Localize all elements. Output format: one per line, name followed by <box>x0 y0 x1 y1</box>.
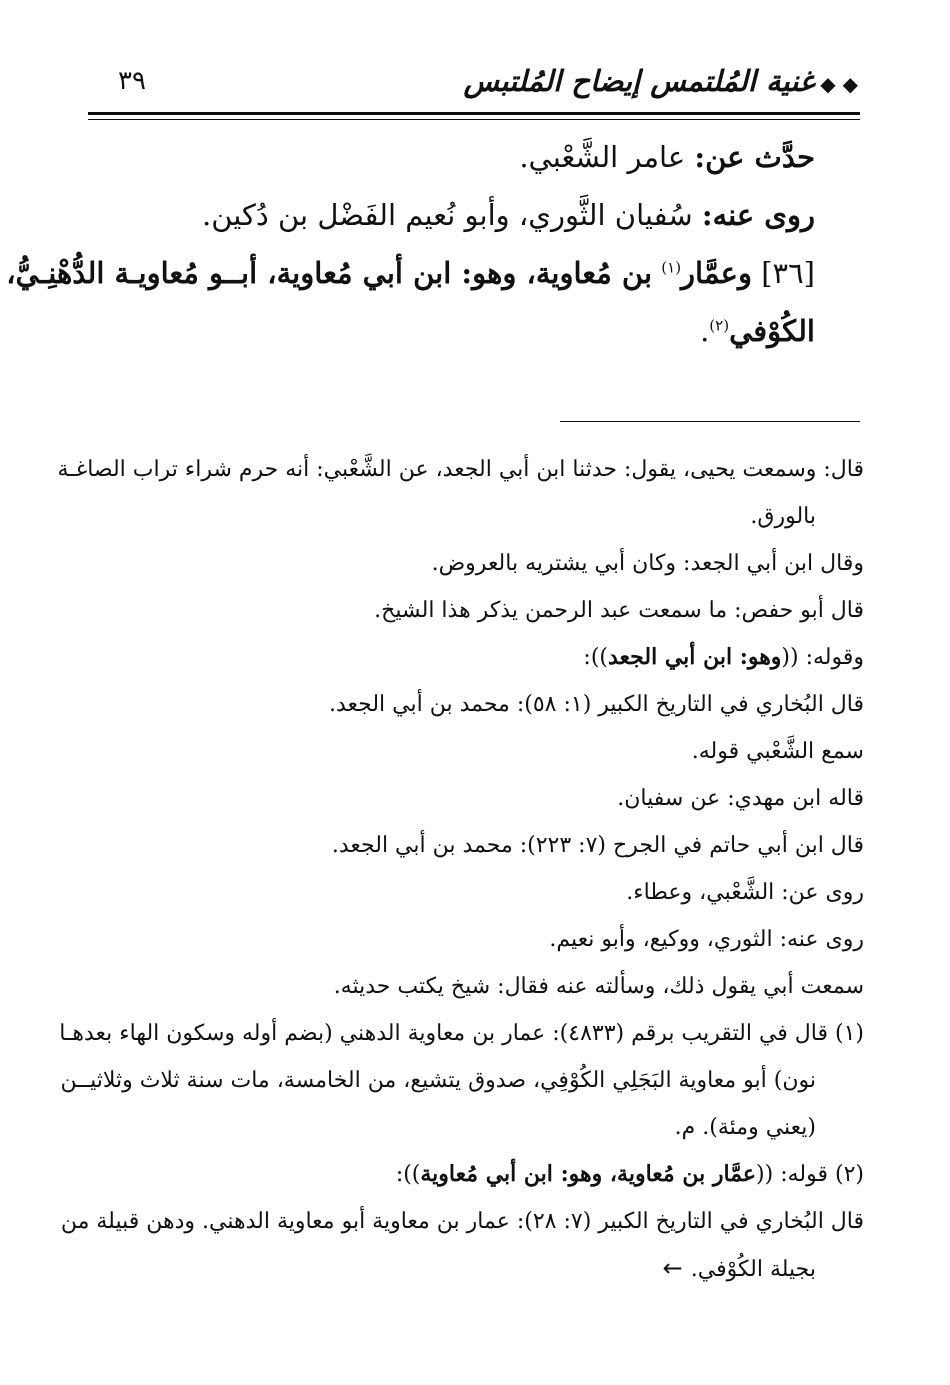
diamond-ornament-icon: ◆ ◆ <box>820 72 858 96</box>
entry-number: [٣٦] <box>761 256 815 290</box>
entry-text: بن مُعاوية، وهو: ابن أبي مُعاوية، أبــو مُعاويـة الدُّهْنِـيُّ، <box>6 256 653 290</box>
footnote-2-suffix: )): <box>395 1162 421 1187</box>
footnote-line: قال ابن أبي حاتم في الجرح (٧: ٢٢٣): محمد بن أبي الجعد. <box>331 833 864 858</box>
footnotes <box>57 446 864 1293</box>
heard-from-text: عامر الشَّعْبي. <box>519 140 686 174</box>
footnote-line: قال: وسمعت يحيى، يقول: حدثنا ابن أبي الجعد، عن الشَّعْبي: أنه حرم شراء تراب الصاغـة <box>57 457 864 482</box>
footnote-line: روى عن: الشَّعْبي، وعطاء. <box>626 880 864 905</box>
footnote-1-line-2: نون) أبو معاوية البَجَلِي الكُوْفِي، صدوق يتشيع، من الخامسة، مات سنة ثلاث وثلاثيــن <box>60 1068 816 1093</box>
entry-continuation <box>80 302 815 360</box>
entry-end: . <box>700 314 710 348</box>
footnote-1-line-3: (يعني ومئة). م. <box>674 1115 816 1140</box>
header-rule-thin <box>88 119 860 120</box>
footnote-separator <box>560 421 860 422</box>
entry-line <box>6 244 815 302</box>
page-number: ٣٩ <box>118 66 146 96</box>
quote-bold: وهو: ابن أبي الجعد <box>608 644 782 670</box>
footnote-line: قاله ابن مهدي: عن سفيان. <box>617 786 864 811</box>
footnote-line: بالورق. <box>750 504 816 529</box>
footnote-line: قال أبو حفص: ما سمعت عبد الرحمن يذكر هذا الشيخ. <box>374 598 864 623</box>
narrated-by-line <box>80 186 815 244</box>
entry-name: وعمَّار <box>681 256 752 290</box>
running-title <box>463 64 858 98</box>
book-title: غنية المُلتمس إيضاح المُلتبس <box>463 64 815 98</box>
footnote-line: وقال ابن أبي الجعد: وكان أبي يشتريه بالعروض. <box>431 551 864 576</box>
quote-line <box>92 634 864 681</box>
footnote-2-line-2: قال البُخاري في التاريخ الكبير (٧: ٢٨): عمار بن معاوية أبو معاوية الدهني. ودهن قبيلة من <box>60 1209 864 1234</box>
footnote-line: سمع الشَّعْبي قوله. <box>691 739 864 764</box>
heard-from-line <box>80 128 815 186</box>
quote-prefix: وقوله: (( <box>781 645 864 670</box>
heard-from-label: حدَّث عن: <box>694 140 815 174</box>
footnote-2-line-3 <box>92 1245 864 1293</box>
quote-suffix: )): <box>583 645 608 670</box>
footnote-line: سمعت أبي يقول ذلك، وسألته عنه فقال: شيخ يكتب حديثه. <box>333 974 864 999</box>
footnote-2-prefix: (٢) قوله: (( <box>756 1162 864 1187</box>
footnote-2-line-3-text: بجيلة الكُوْفي. <box>690 1257 816 1282</box>
footnote-ref-1[interactable]: (١) <box>661 258 682 277</box>
page-header <box>88 58 858 108</box>
main-text <box>6 128 815 360</box>
footnote-2-bold: عمَّار بن مُعاوية، وهو: ابن أبي مُعاوية <box>420 1161 757 1187</box>
footnote-line: قال البُخاري في التاريخ الكبير (١: ٥٨): محمد بن أبي الجعد. <box>328 692 864 717</box>
footnote-1-line-1: (١) قال في التقريب برقم (٤٨٣٣): عمار بن معاوية الدهني (بضم أوله وسكون الهاء بعدهـا <box>59 1021 864 1046</box>
narrated-by-label: روى عنه: <box>701 198 815 232</box>
footnote-ref-2[interactable]: (٢) <box>709 316 730 335</box>
arrow-left-icon: ← <box>662 1254 683 1282</box>
entry-cont-text: الكُوْفي <box>729 314 815 348</box>
narrated-by-text: سُفيان الثَّوري، وأبو نُعيم الفَضْل بن دُكين. <box>201 198 693 232</box>
footnote-line: روى عنه: الثوري، ووكيع، وأبو نعيم. <box>549 927 864 952</box>
footnote-2-line-1 <box>92 1151 864 1198</box>
header-rule-thick <box>88 112 860 115</box>
